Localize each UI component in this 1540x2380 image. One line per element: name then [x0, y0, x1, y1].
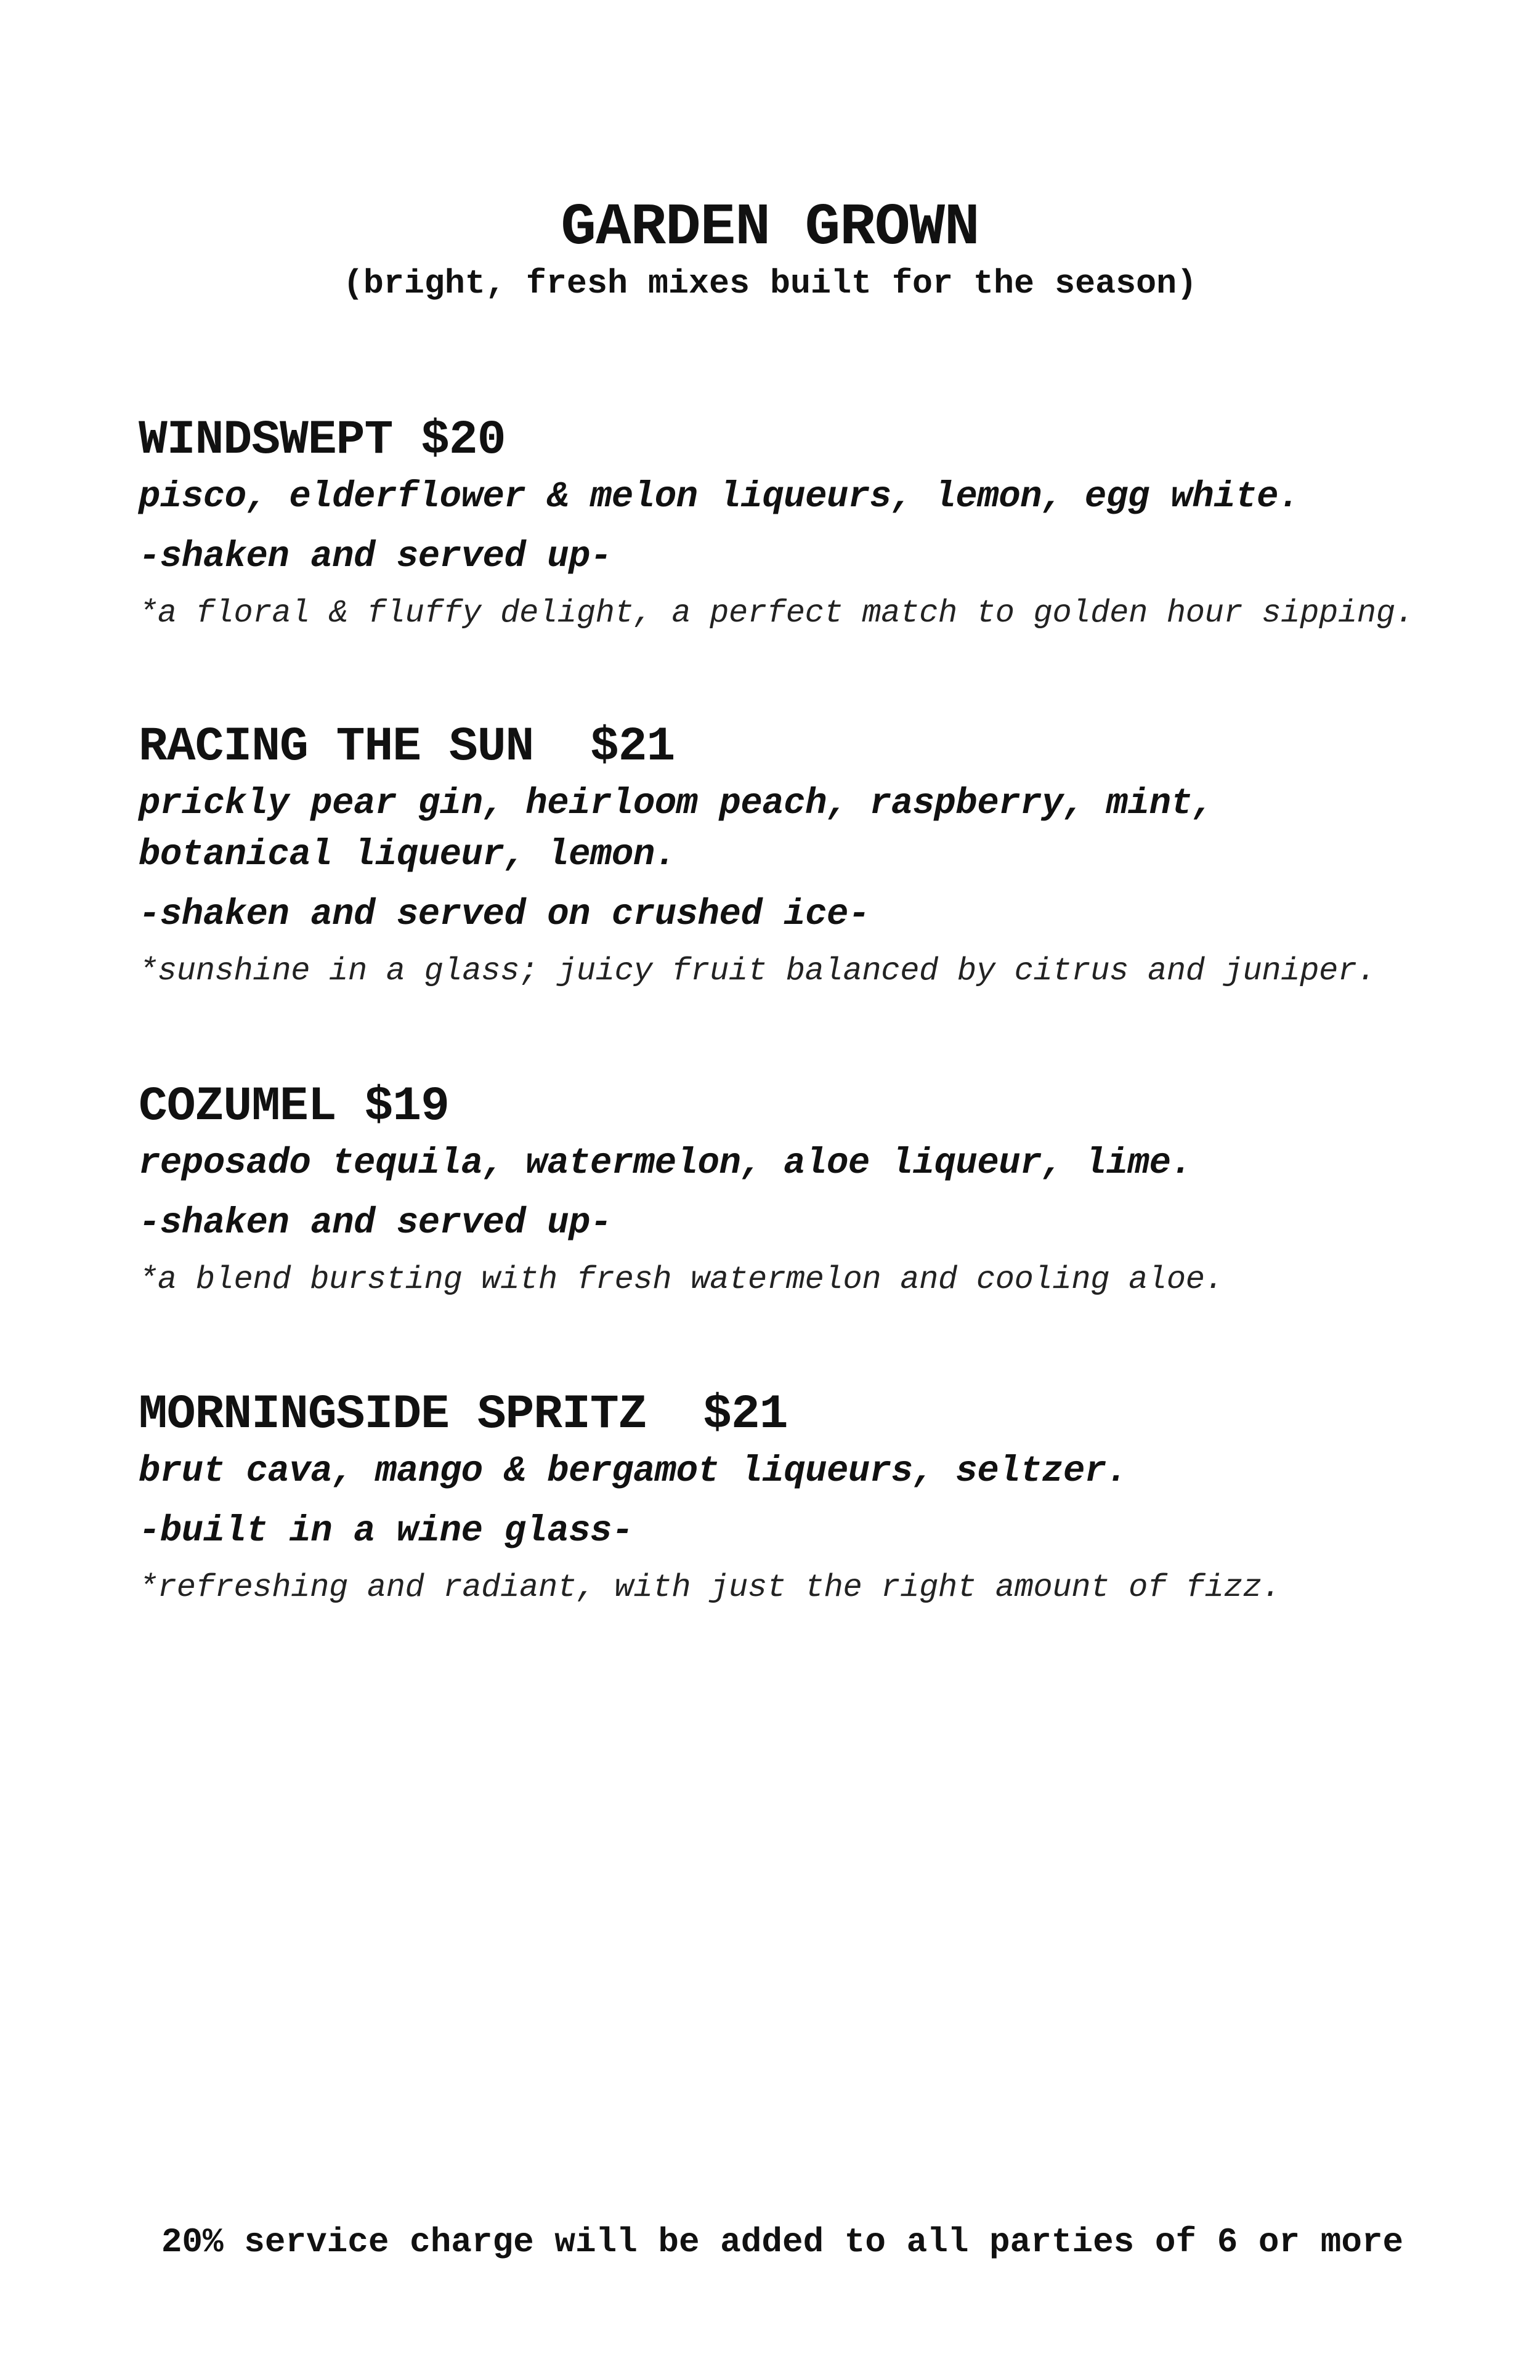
- item-ingredients: prickly pear gin, heirloom peach, raspberry, mint, botanical liqueur, lemon.: [139, 783, 1214, 875]
- item-note: *sunshine in a glass; juicy fruit balanced by citrus and juniper.: [139, 953, 1376, 989]
- item-note: *a blend bursting with fresh watermelon and cooling aloe.: [139, 1261, 1224, 1298]
- item-price: $20: [421, 413, 506, 467]
- item-method: -built in a wine glass-: [139, 1510, 633, 1552]
- service-charge-notice: 20% service charge will be added to all parties of 6 or more: [161, 2222, 1404, 2262]
- item-note: *a floral & fluffy delight, a perfect match to golden hour sipping.: [139, 595, 1414, 631]
- item-method: -shaken and served up-: [139, 536, 612, 577]
- menu-item-racing-the-sun: [139, 716, 1445, 993]
- item-ingredients: reposado tequila, watermelon, aloe liqueur, lime.: [139, 1143, 1193, 1184]
- item-name: WINDSWEPT: [139, 413, 393, 467]
- item-heading: [139, 716, 1445, 778]
- item-price: $21: [703, 1388, 788, 1442]
- item-note: *refreshing and radiant, with just the right amount of fizz.: [139, 1569, 1281, 1606]
- item-name: MORNINGSIDE SPRITZ: [139, 1388, 647, 1442]
- item-name: COZUMEL: [139, 1080, 336, 1134]
- item-heading: [139, 410, 1445, 471]
- menu-item-morningside-spritz: [139, 1384, 1445, 1609]
- item-price: $19: [364, 1080, 449, 1134]
- item-method: -shaken and served on crushed ice-: [139, 894, 870, 935]
- item-method: -shaken and served up-: [139, 1202, 612, 1244]
- menu-title: GARDEN GROWN: [561, 194, 979, 261]
- item-name: RACING THE SUN: [139, 720, 534, 774]
- menu-item-cozumel: [139, 1076, 1445, 1301]
- menu-subtitle: (bright, fresh mixes built for the season): [342, 264, 1198, 303]
- item-ingredients: pisco, elderflower & melon liqueurs, lemon, egg white.: [139, 476, 1300, 517]
- item-heading: [139, 1384, 1445, 1446]
- item-price: $21: [590, 720, 675, 774]
- menu-item-windswept: [139, 410, 1445, 635]
- item-ingredients: brut cava, mango & bergamot liqueurs, seltzer.: [139, 1451, 1128, 1492]
- item-heading: [139, 1076, 1445, 1138]
